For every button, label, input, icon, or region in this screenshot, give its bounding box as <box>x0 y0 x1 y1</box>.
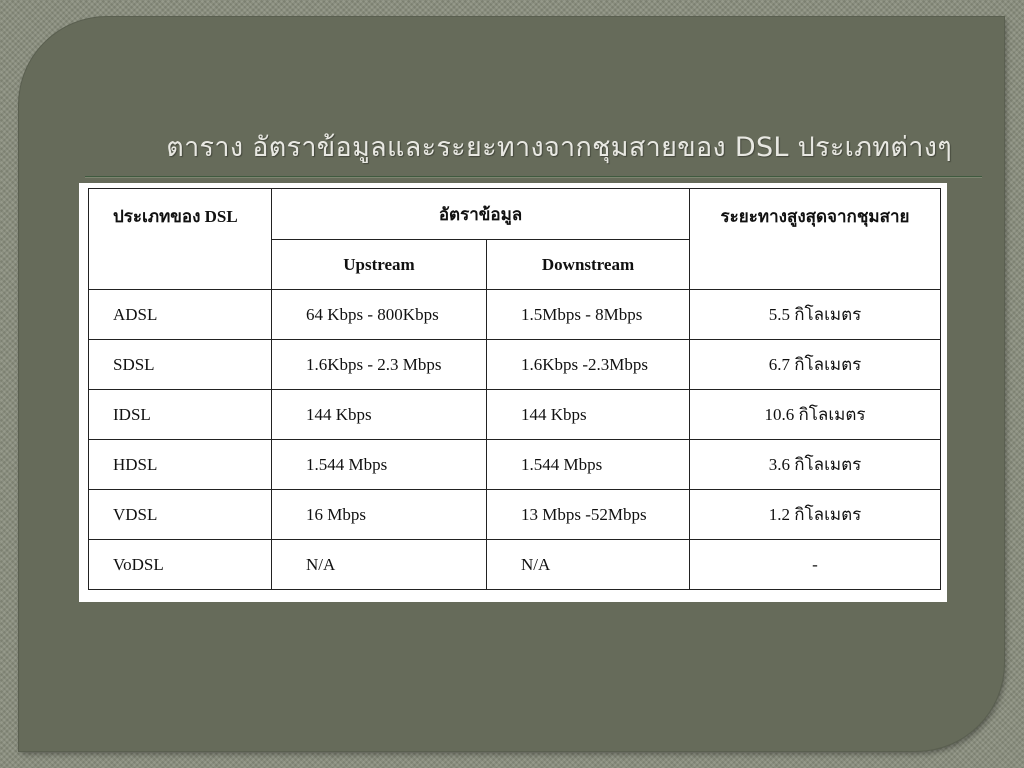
cell-distance: 10.6 กิโลเมตร <box>690 390 941 440</box>
title-divider <box>85 176 982 178</box>
table-row <box>89 390 941 440</box>
cell-distance: 3.6 กิโลเมตร <box>690 440 941 490</box>
table-row <box>89 290 941 340</box>
cell-downstream: 1.5Mbps - 8Mbps <box>487 290 690 340</box>
cell-downstream: 1.6Kbps -2.3Mbps <box>487 340 690 390</box>
cell-upstream: 1.544 Mbps <box>272 440 487 490</box>
cell-upstream: 1.6Kbps - 2.3 Mbps <box>272 340 487 390</box>
cell-upstream: 64 Kbps - 800Kbps <box>272 290 487 340</box>
cell-upstream: 16 Mbps <box>272 490 487 540</box>
header-max-distance: ระยะทางสูงสุดจากชุมสาย <box>690 189 941 290</box>
table-row <box>89 490 941 540</box>
cell-distance: 5.5 กิโลเมตร <box>690 290 941 340</box>
cell-downstream: 1.544 Mbps <box>487 440 690 490</box>
cell-upstream: 144 Kbps <box>272 390 487 440</box>
dsl-table-image <box>79 183 947 602</box>
cell-dsl-type: VDSL <box>89 490 272 540</box>
cell-distance: - <box>690 540 941 590</box>
cell-distance: 6.7 กิโลเมตร <box>690 340 941 390</box>
cell-downstream: 13 Mbps -52Mbps <box>487 490 690 540</box>
cell-dsl-type: VoDSL <box>89 540 272 590</box>
header-dsl-type: ประเภทของ DSL <box>89 189 272 290</box>
table-header-row <box>89 189 941 240</box>
cell-dsl-type: SDSL <box>89 340 272 390</box>
cell-dsl-type: ADSL <box>89 290 272 340</box>
table-row <box>89 340 941 390</box>
header-data-rate: อัตราข้อมูล <box>272 189 690 240</box>
header-upstream: Upstream <box>272 240 487 290</box>
cell-upstream: N/A <box>272 540 487 590</box>
cell-dsl-type: IDSL <box>89 390 272 440</box>
header-downstream: Downstream <box>487 240 690 290</box>
slide-title: ตาราง อัตราข้อมูลและระยะทางจากชุมสายของ DSL ประเภทต่างๆ <box>166 132 952 163</box>
dsl-comparison-table <box>88 188 941 590</box>
cell-dsl-type: HDSL <box>89 440 272 490</box>
cell-downstream: 144 Kbps <box>487 390 690 440</box>
cell-distance: 1.2 กิโลเมตร <box>690 490 941 540</box>
cell-downstream: N/A <box>487 540 690 590</box>
table-row <box>89 440 941 490</box>
table-row <box>89 540 941 590</box>
